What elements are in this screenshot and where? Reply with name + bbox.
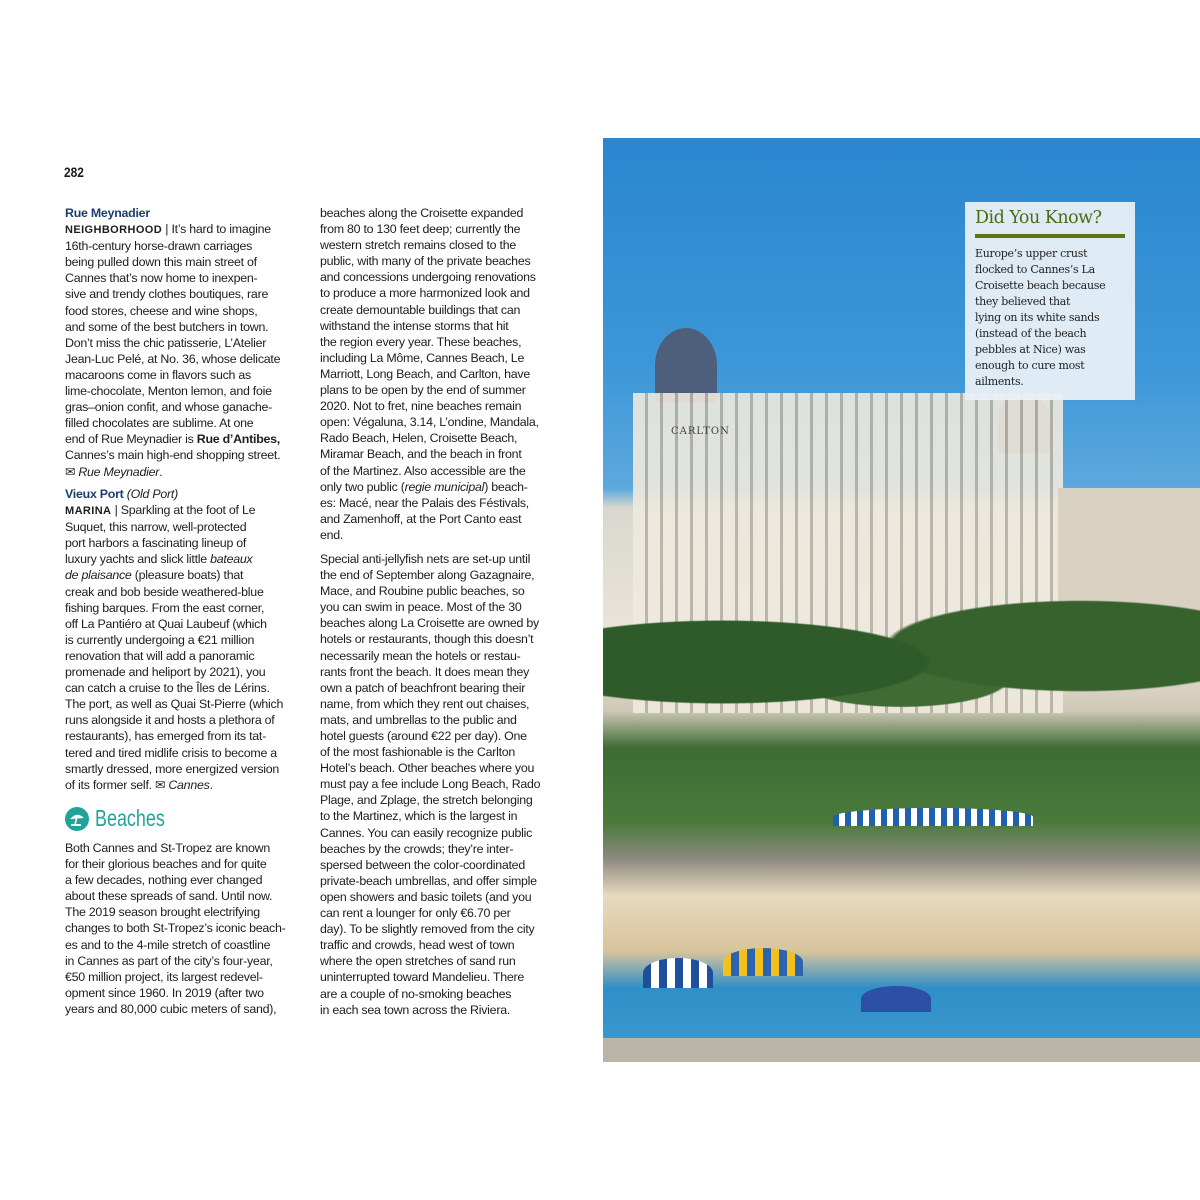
text-segment: fishing barques. From the east corner, bbox=[65, 600, 265, 615]
text-line bbox=[320, 664, 565, 680]
text-line bbox=[65, 367, 305, 383]
text-line bbox=[320, 302, 565, 318]
text-line bbox=[65, 447, 305, 463]
rue-meynadier-entry bbox=[65, 205, 305, 480]
text-segment: open showers and basic toilets (and you bbox=[320, 889, 532, 904]
text-segment: hotel guests (around €22 per day). One bbox=[320, 729, 527, 743]
text-segment: The port, as well as Quai St-Pierre (which bbox=[65, 697, 284, 712]
text-segment: western stretch remains closed to the bbox=[320, 238, 516, 253]
umbrella bbox=[643, 958, 713, 988]
text-line bbox=[320, 1002, 565, 1018]
text-segment: including La Môme, Cannes Beach, Le bbox=[320, 350, 525, 365]
text-line bbox=[975, 374, 1125, 390]
text-line bbox=[65, 270, 305, 286]
text-line bbox=[320, 446, 565, 462]
text-line bbox=[320, 366, 565, 382]
text-line bbox=[65, 872, 305, 888]
text-segment: ✉ bbox=[65, 464, 79, 479]
text-line bbox=[65, 351, 305, 367]
text-line bbox=[65, 319, 305, 335]
umbrellas-row bbox=[833, 808, 1033, 826]
text-segment: | Sparkling at the foot of Le bbox=[111, 503, 256, 518]
text-line bbox=[65, 761, 305, 777]
text-line bbox=[320, 792, 565, 808]
text-segment: to produce a more harmonized look and bbox=[320, 286, 530, 301]
text-segment: Europe’s upper crust bbox=[975, 247, 1088, 260]
text-line bbox=[320, 760, 565, 776]
text-line bbox=[975, 342, 1125, 358]
text-segment: enough to cure most bbox=[975, 359, 1085, 372]
text-line bbox=[320, 430, 565, 446]
text-line bbox=[65, 238, 305, 254]
text-segment: ) beach- bbox=[484, 479, 528, 494]
text-segment: must pay a fee include Long Beach, Rado bbox=[320, 777, 541, 792]
text-segment: (instead of the beach bbox=[975, 327, 1087, 340]
page-number: 282 bbox=[64, 164, 84, 180]
text-line bbox=[320, 776, 565, 792]
text-segment: ailments. bbox=[975, 375, 1024, 388]
text-line bbox=[320, 551, 565, 567]
text-line bbox=[320, 889, 565, 905]
text-line bbox=[65, 937, 305, 953]
text-line bbox=[320, 696, 565, 712]
text-line bbox=[65, 904, 305, 920]
text-segment: es: Macé, near the Palais des Féstivals, bbox=[320, 495, 530, 510]
paragraph bbox=[320, 205, 565, 543]
text-segment: 16th-century horse-drawn carriages bbox=[65, 239, 253, 254]
text-line bbox=[320, 205, 565, 221]
text-line bbox=[65, 383, 305, 399]
text-line bbox=[320, 728, 565, 744]
text-line bbox=[65, 953, 305, 969]
text-line bbox=[65, 600, 305, 616]
text-line bbox=[975, 310, 1125, 326]
text-segment: spersed between the color-coordinated bbox=[320, 857, 525, 872]
text-line bbox=[65, 431, 305, 447]
text-line bbox=[320, 269, 565, 285]
text-line bbox=[65, 648, 305, 664]
text-line bbox=[65, 1001, 305, 1017]
entry-heading: Vieux Port bbox=[65, 487, 124, 501]
text-segment: only two public ( bbox=[320, 479, 405, 494]
italic-text: bateaux bbox=[210, 552, 253, 567]
text-segment: where the open stretches of sand run bbox=[320, 954, 516, 969]
text-segment: . bbox=[209, 777, 213, 792]
text-segment: food stores, cheese and wine shops, bbox=[65, 303, 258, 318]
text-line bbox=[320, 463, 565, 479]
text-line bbox=[320, 527, 565, 543]
text-line bbox=[320, 382, 565, 398]
text-line bbox=[65, 567, 305, 583]
text-line bbox=[320, 680, 565, 696]
vieux-port-entry bbox=[65, 486, 305, 793]
text-segment: end. bbox=[320, 527, 344, 542]
text-line bbox=[65, 745, 305, 761]
text-line bbox=[65, 632, 305, 648]
text-segment: being pulled down this main street of bbox=[65, 255, 257, 270]
text-line bbox=[320, 511, 565, 527]
text-segment: port harbors a fascinating lineup of bbox=[65, 536, 247, 551]
text-line bbox=[320, 285, 565, 301]
text-line bbox=[320, 599, 565, 615]
entry-heading: Rue Meynadier bbox=[65, 206, 150, 220]
text-segment: MARINA bbox=[65, 505, 112, 518]
text-line bbox=[65, 696, 305, 712]
text-segment: you can swim in peace. Most of the 30 bbox=[320, 600, 522, 615]
umbrella bbox=[861, 986, 931, 1012]
text-line bbox=[975, 358, 1125, 374]
text-line bbox=[65, 985, 305, 1001]
text-segment: and some of the best butchers in town. bbox=[65, 319, 269, 334]
text-segment: Rado Beach, Helen, Croisette Beach, bbox=[320, 431, 518, 446]
text-segment: sive and trendy clothes boutiques, rare bbox=[65, 287, 269, 302]
paragraph bbox=[320, 551, 565, 1018]
text-segment: Jean-Luc Pelé, at No. 36, whose delicate bbox=[65, 351, 281, 366]
text-line bbox=[65, 888, 305, 904]
italic-text: de plaisance bbox=[65, 568, 132, 583]
text-line bbox=[65, 712, 305, 728]
divider bbox=[975, 234, 1125, 238]
section-title: Beaches bbox=[95, 805, 165, 831]
text-line bbox=[975, 326, 1125, 342]
text-segment: of its former self. ✉ bbox=[65, 777, 169, 792]
text-segment: promenade and heliport by 2021), you bbox=[65, 665, 266, 680]
text-segment: smartly dressed, more energized version bbox=[65, 761, 280, 776]
text-segment: lying on its white sands bbox=[975, 311, 1100, 324]
text-line bbox=[65, 969, 305, 985]
text-segment: Plage, and Zplage, the stretch belonging bbox=[320, 793, 533, 808]
text-segment: to the Martinez, which is the largest in bbox=[320, 809, 518, 824]
text-segment: renovation that will add a panoramic bbox=[65, 648, 255, 663]
text-segment: beaches by the crowds; they’re inter- bbox=[320, 841, 514, 856]
text-line bbox=[65, 399, 305, 415]
text-line bbox=[320, 712, 565, 728]
text-line bbox=[320, 318, 565, 334]
text-segment: macaroons come in flavors such as bbox=[65, 367, 251, 382]
text-segment: for their glorious beaches and for quite bbox=[65, 857, 267, 872]
text-segment: beaches along the Croisette expanded bbox=[320, 206, 524, 220]
entry-body bbox=[65, 502, 305, 793]
text-line bbox=[65, 856, 305, 872]
text-line bbox=[320, 905, 565, 921]
text-segment: Miramar Beach, and the beach in front bbox=[320, 447, 522, 462]
text-segment: the end of September along Gazagnaire, bbox=[320, 568, 535, 583]
text-line bbox=[65, 502, 305, 519]
beaches-body-col1 bbox=[65, 840, 305, 1017]
did-you-know-box bbox=[965, 202, 1135, 400]
promenade-wall bbox=[603, 1038, 1200, 1062]
pine-trees bbox=[603, 598, 1200, 758]
text-segment: the region every year. These beaches, bbox=[320, 334, 522, 349]
text-segment: of the Martinez. Also accessible are the bbox=[320, 463, 526, 478]
did-you-know-body bbox=[975, 246, 1125, 390]
text-segment: Both Cannes and St-Tropez are known bbox=[65, 841, 270, 855]
text-line bbox=[320, 825, 565, 841]
text-line bbox=[320, 937, 565, 953]
text-segment: years and 80,000 cubic meters of sand), bbox=[65, 1001, 277, 1016]
text-line bbox=[320, 986, 565, 1002]
text-line bbox=[320, 221, 565, 237]
did-you-know-title: Did You Know? bbox=[975, 208, 1102, 228]
text-segment: mats, and umbrellas to the public and bbox=[320, 712, 517, 727]
text-segment: a few decades, nothing ever changed bbox=[65, 873, 263, 888]
text-segment: es and to the 4-mile stretch of coastline bbox=[65, 937, 271, 952]
text-segment: in each sea town across the Riviera. bbox=[320, 1002, 511, 1017]
beach-umbrella-icon bbox=[65, 807, 89, 831]
text-segment: can catch a cruise to the Îles de Lérins. bbox=[65, 681, 270, 696]
text-line bbox=[320, 808, 565, 824]
text-line bbox=[320, 567, 565, 583]
text-line bbox=[65, 728, 305, 744]
hotel-dome bbox=[655, 328, 717, 403]
text-segment: end of Rue Meynadier is bbox=[65, 432, 197, 447]
text-segment: Marriott, Long Beach, and Carlton, have bbox=[320, 366, 530, 381]
text-line bbox=[65, 616, 305, 632]
text-line bbox=[975, 246, 1125, 262]
text-segment: tered and tired midlife crisis to become a bbox=[65, 745, 277, 760]
text-segment: luxury yachts and slick little bbox=[65, 552, 211, 567]
text-line bbox=[65, 664, 305, 680]
text-line bbox=[320, 857, 565, 873]
text-segment: Cannes’s main high-end shopping street. bbox=[65, 448, 281, 463]
beaches-body-col2 bbox=[320, 205, 565, 1018]
italic-text: Cannes bbox=[168, 777, 210, 792]
umbrella bbox=[723, 948, 803, 976]
text-segment: Suquet, this narrow, well-protected bbox=[65, 520, 247, 535]
text-segment: The 2019 season brought electrifying bbox=[65, 905, 260, 920]
text-line bbox=[320, 631, 565, 647]
text-segment: traffic and crowds, head west of town bbox=[320, 938, 515, 953]
text-segment: creak and bob beside weathered-blue bbox=[65, 584, 264, 599]
text-line bbox=[65, 840, 305, 856]
text-line bbox=[320, 744, 565, 760]
text-segment: | It’s hard to imagine bbox=[162, 222, 271, 237]
text-segment: withstand the intense storms that hit bbox=[320, 318, 509, 333]
text-line bbox=[320, 648, 565, 664]
text-line bbox=[320, 414, 565, 430]
text-line bbox=[320, 479, 565, 495]
text-segment: and Zamenhoff, at the Port Canto east bbox=[320, 511, 522, 526]
text-line bbox=[975, 294, 1125, 310]
text-line bbox=[320, 253, 565, 269]
text-segment: from 80 to 130 feet deep; currently the bbox=[320, 222, 521, 237]
text-segment: open: Végaluna, 3.14, L’ondine, Mandala, bbox=[320, 415, 539, 430]
text-segment: about these spreads of sand. Until now. bbox=[65, 889, 273, 904]
text-segment: gras–onion confit, and whose ganache- bbox=[65, 400, 273, 415]
italic-text: regie municipal bbox=[404, 479, 485, 494]
text-line bbox=[320, 841, 565, 857]
text-segment: opment since 1960. In 2019 (after two bbox=[65, 985, 264, 1000]
text-segment: can rent a lounger for only €6.70 per bbox=[320, 906, 511, 921]
text-line bbox=[65, 221, 305, 238]
text-segment: beaches along La Croisette are owned by bbox=[320, 616, 539, 631]
entry-body bbox=[65, 221, 305, 480]
text-segment: Mace, and Roubine public beaches, so bbox=[320, 584, 525, 599]
text-segment: own a patch of beachfront bearing their bbox=[320, 680, 526, 695]
text-line bbox=[320, 953, 565, 969]
text-segment: rants front the beach. It does mean they bbox=[320, 664, 530, 679]
text-segment: pebbles at Nice) was bbox=[975, 343, 1086, 356]
text-segment: uninterrupted toward Mandelieu. There bbox=[320, 970, 525, 985]
text-segment: off La Pantiéro at Quai Laubeuf (which bbox=[65, 616, 267, 631]
text-line bbox=[320, 237, 565, 253]
text-segment: plans to be open by the end of summer bbox=[320, 383, 526, 398]
text-line bbox=[65, 464, 305, 480]
text-line bbox=[320, 334, 565, 350]
text-line bbox=[65, 680, 305, 696]
text-line bbox=[65, 286, 305, 302]
text-line bbox=[975, 278, 1125, 294]
text-line bbox=[975, 262, 1125, 278]
text-line bbox=[65, 920, 305, 936]
text-line bbox=[320, 495, 565, 511]
text-segment: create demountable buildings that can bbox=[320, 302, 521, 317]
text-line bbox=[320, 615, 565, 631]
text-line bbox=[320, 350, 565, 366]
text-segment: name, from which they rent out chaises, bbox=[320, 696, 530, 711]
text-segment: of the most fashionable is the Carlton bbox=[320, 745, 516, 760]
text-segment: Cannes that’s now home to inexpen- bbox=[65, 271, 258, 286]
text-segment: restaurants), has emerged from its tat- bbox=[65, 729, 266, 744]
entry-heading-sub: (Old Port) bbox=[126, 487, 178, 501]
text-segment: Rue d’Antibes, bbox=[196, 432, 280, 447]
text-segment: lime-chocolate, Menton lemon, and foie bbox=[65, 384, 272, 399]
text-line bbox=[320, 873, 565, 889]
italic-text: Rue Meynadier bbox=[78, 464, 160, 479]
text-segment: (pleasure boats) that bbox=[131, 568, 244, 583]
text-line bbox=[65, 777, 305, 793]
text-segment: runs alongside it and hosts a plethora of bbox=[65, 713, 275, 728]
text-segment: necessarily mean the hotels or restau- bbox=[320, 648, 521, 663]
text-segment: in Cannes as part of the city’s four-year, bbox=[65, 953, 273, 968]
text-segment: is currently undergoing a €21 million bbox=[65, 632, 255, 647]
hotel-sign: CARLTON bbox=[671, 426, 730, 437]
text-segment: flocked to Cannes’s La bbox=[975, 263, 1095, 276]
text-line bbox=[320, 969, 565, 985]
text-segment: Don’t miss the chic patisserie, L’Atelier bbox=[65, 335, 267, 350]
text-segment: changes to both St-Tropez’s iconic beach- bbox=[65, 921, 286, 936]
text-line bbox=[65, 254, 305, 270]
text-line bbox=[320, 398, 565, 414]
text-segment: are a couple of no-smoking beaches bbox=[320, 986, 512, 1001]
text-line bbox=[65, 415, 305, 431]
text-line bbox=[65, 303, 305, 319]
text-segment: day). To be slightly removed from the city bbox=[320, 922, 535, 937]
text-segment: filled chocolates are sublime. At one bbox=[65, 416, 254, 431]
text-segment: Croisette beach because bbox=[975, 279, 1106, 292]
beaches-section-heading bbox=[65, 805, 185, 832]
text-segment: public, with many of the private beaches bbox=[320, 254, 531, 269]
text-segment: €50 million project, its largest redevel- bbox=[65, 969, 263, 984]
text-segment: hotels or restaurants, though this doesn’t bbox=[320, 632, 534, 647]
text-segment: 2020. Not to fret, nine beaches remain bbox=[320, 399, 522, 414]
paragraph bbox=[65, 840, 305, 1017]
text-line bbox=[65, 519, 305, 535]
text-segment: they believed that bbox=[975, 295, 1071, 308]
text-line bbox=[65, 551, 305, 567]
text-segment: Hotel’s beach. Other beaches where you bbox=[320, 761, 535, 776]
text-segment: . bbox=[159, 464, 163, 479]
text-line bbox=[320, 921, 565, 937]
text-segment: and concessions undergoing renovations bbox=[320, 270, 536, 285]
text-segment: NEIGHBORHOOD bbox=[65, 224, 163, 237]
text-line bbox=[65, 335, 305, 351]
text-segment: Cannes. You can easily recognize public bbox=[320, 825, 533, 840]
text-line bbox=[65, 584, 305, 600]
text-line bbox=[65, 535, 305, 551]
text-line bbox=[320, 583, 565, 599]
text-segment: Special anti-jellyfish nets are set-up until bbox=[320, 551, 531, 566]
text-segment: private-beach umbrellas, and offer simple bbox=[320, 873, 537, 888]
